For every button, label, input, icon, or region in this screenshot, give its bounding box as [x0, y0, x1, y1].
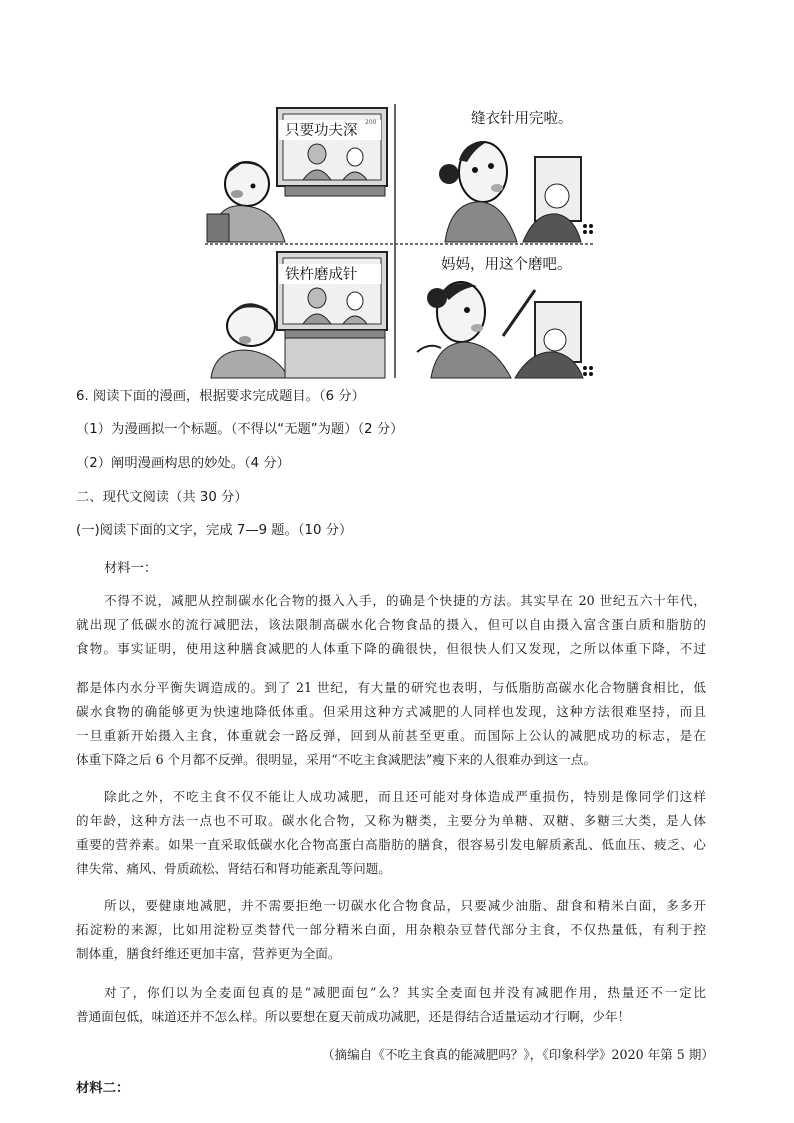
panel1-tv-mark: 200	[365, 119, 377, 126]
comic-panel-2	[439, 110, 593, 242]
paragraph2-line: 重要的营养素。如果一直采取低碳水化合物高蛋白高脂肪的膳食，很容易引发电解质紊乱、低血压、疲乏、心	[76, 837, 706, 852]
panel3-caption: 铁杵磨成针	[285, 267, 358, 283]
paragraph1-line: 不得不说，减肥从控制碳水化合物的摄入入手，的确是个快捷的方法。其实早在 20 世纪五六十年代，	[104, 593, 706, 608]
material1-label: 材料一：	[104, 561, 158, 576]
paragraph1-line: 都是体内水分平衡失调造成的。到了 21 世纪，有大量的研究也表明，与低脂肪高碳水化合物膳食相比，低	[76, 680, 706, 695]
source-citation: （摘编自《不吃主食真的能减肥吗？》，《印象科学》2020 年第 5 期）	[321, 1047, 714, 1062]
paragraph1-line: 一旦重新开始摄入主食，体重就会一路反弹，回到从前甚至更重。而国际上公认的减肥成功的标志，是在	[76, 728, 706, 743]
paragraph4-line: 普通面包低，味道还并不怎么样。所以要想在夏天前成功减肥，还是得结合适量运动才行啊，少年！	[76, 1009, 631, 1024]
comic-drawing	[205, 102, 595, 380]
question-6-sub2: （2）阐明漫画构思的妙处。（4 分）	[76, 456, 290, 471]
paragraph1-line: 体重下降之后 6 个月都不反弹。很明显，采用“不吃主食减肥法”瘦下来的人很难办到这一点。	[76, 752, 597, 767]
paragraph3-line: 制体重，膳食纤维还更加丰富，营养更为全面。	[76, 946, 341, 961]
comic-panel-4	[417, 256, 593, 378]
question-6-sub1: （1）为漫画拟一个标题。（不得以“无题”为题）（2 分）	[76, 422, 404, 437]
panel2-caption: 缝衣针用完啦。	[471, 111, 573, 127]
paragraph2-line: 律失常、痛风、骨质疏松、肾结石和肾功能紊乱等问题。	[76, 861, 391, 876]
paragraph2-line: 的年龄，这种方法一点也不可取。碳水化合物，又称为糖类，主要分为单糖、双糖、多糖三大类，是人体	[76, 813, 706, 828]
paragraph3-line: 所以，要健康地减肥，并不需要拒绝一切碳水化合物食品，只要减少油脂、甜食和精米白面，多多开	[104, 898, 706, 913]
paragraph1-line: 碳水食物的确能够更为快速地降低体重。但采用这种方式减肥的人同样也发现，这种方法很难坚持，而且	[76, 704, 706, 719]
part1-heading: (一)阅读下面的文字，完成 7—9 题。（10 分）	[76, 523, 353, 538]
paragraph1-line: 食物。事实证明，使用这种膳食减肥的人体重下降的确很快，但很快人们又发现，之所以体重下降，不过	[76, 641, 706, 656]
panel1-caption: 只要功夫深	[285, 123, 358, 139]
paragraph3-line: 拓淀粉的来源，比如用淀粉豆类替代一部分精米白面，用杂粮杂豆替代部分主食，不仅热量低，有利于控	[76, 922, 706, 937]
question-6-stem: 6. 阅读下面的漫画，根据要求完成题目。（6 分）	[76, 389, 365, 404]
comic-panel-3	[211, 252, 387, 378]
panel4-caption: 妈妈，用这个磨吧。	[441, 257, 572, 273]
paragraph1-line: 就出现了低碳水的流行减肥法，该法限制高碳水化合物食品的摄入，但可以自由摄入富含蛋白质和脂肪的	[76, 617, 706, 632]
comic-figure	[205, 102, 595, 380]
section-heading: 二、现代文阅读（共 30 分）	[76, 490, 248, 505]
paragraph2-line: 除此之外，不吃主食不仅不能让人成功减肥，而且还可能对身体造成严重损伤，特别是像同学们这样	[104, 789, 706, 804]
paragraph4-line: 对了，你们以为全麦面包真的是“减肥面包”么？其实全麦面包并没有减肥作用，热量还不一定比	[104, 985, 706, 1000]
comic-panel-1	[207, 108, 387, 242]
material2-label: 材料二：	[76, 1081, 130, 1096]
